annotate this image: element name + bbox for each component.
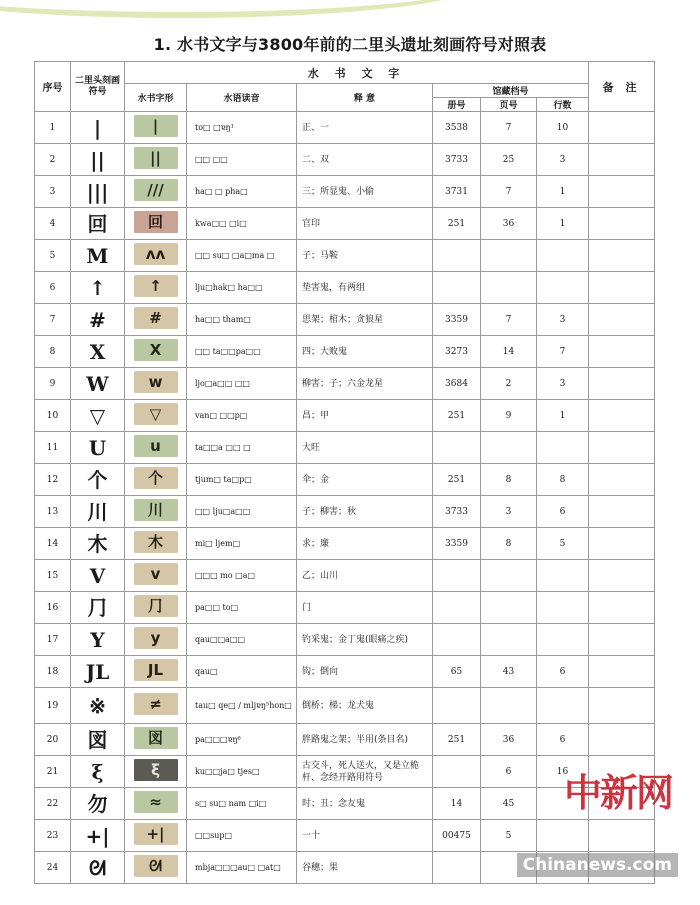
- line-number: 6: [537, 656, 589, 688]
- table-row: [35, 756, 655, 788]
- shuishu-glyph-image: [125, 208, 187, 240]
- shui-pronunciation: pa□□□ɐŋ⁶: [187, 724, 297, 756]
- shui-pronunciation: mbja□□□au□ □at□: [187, 852, 297, 884]
- row-number: 16: [35, 592, 71, 624]
- row-number: 20: [35, 724, 71, 756]
- shui-pronunciation: □□ lju□a□□: [187, 496, 297, 528]
- erlitou-symbol: ↑: [71, 272, 125, 304]
- header-note: 备 注: [589, 62, 655, 112]
- note-cell: [589, 528, 655, 560]
- erlitou-symbol: ||: [71, 144, 125, 176]
- shui-pronunciation: lju□hak□ ha□□: [187, 272, 297, 304]
- volume-number: 251: [433, 724, 481, 756]
- line-number: 6: [537, 724, 589, 756]
- row-number: 22: [35, 788, 71, 820]
- page-number: [481, 272, 537, 304]
- page-number: 7: [481, 112, 537, 144]
- line-number: [537, 624, 589, 656]
- table-row: [35, 368, 655, 400]
- note-cell: [589, 208, 655, 240]
- page-number: [481, 624, 537, 656]
- note-cell: [589, 144, 655, 176]
- shui-pronunciation: s□ su□ nam □i□: [187, 788, 297, 820]
- meaning-text: 垫害鬼，有两组: [297, 272, 433, 304]
- volume-number: 251: [433, 464, 481, 496]
- glyph-photo: ▽: [134, 403, 178, 425]
- shuishu-glyph-image: [125, 688, 187, 724]
- erlitou-symbol: ※: [71, 688, 125, 724]
- shui-pronunciation: □□ su□ □a□ma □: [187, 240, 297, 272]
- shuishu-glyph-image: [125, 560, 187, 592]
- note-cell: [589, 368, 655, 400]
- volume-number: 00475: [433, 820, 481, 852]
- table-row: [35, 432, 655, 464]
- shuishu-glyph-image: [125, 368, 187, 400]
- meaning-text: 时；丑；念友鬼: [297, 788, 433, 820]
- glyph-photo: 図: [134, 727, 178, 749]
- table-row: [35, 624, 655, 656]
- glyph-photo: #: [134, 307, 178, 329]
- table-row: [35, 304, 655, 336]
- row-number: 11: [35, 432, 71, 464]
- table-row: [35, 788, 655, 820]
- note-cell: [589, 592, 655, 624]
- page-number: [481, 560, 537, 592]
- note-cell: [589, 112, 655, 144]
- glyph-photo: 木: [134, 531, 178, 553]
- shui-pronunciation: □□ ta□□pa□□: [187, 336, 297, 368]
- erlitou-symbol: 回: [71, 208, 125, 240]
- shuishu-glyph-image: [125, 464, 187, 496]
- note-cell: [589, 272, 655, 304]
- table-row: [35, 112, 655, 144]
- volume-number: 3359: [433, 528, 481, 560]
- erlitou-symbol: X: [71, 336, 125, 368]
- table-row: [35, 144, 655, 176]
- note-cell: [589, 624, 655, 656]
- header-meaning: 释 意: [297, 84, 433, 112]
- erlitou-symbol: W: [71, 368, 125, 400]
- glyph-photo: u: [134, 435, 178, 457]
- page-number: 36: [481, 208, 537, 240]
- glyph-photo: ⺆: [134, 595, 178, 617]
- meaning-text: 乙；山川: [297, 560, 433, 592]
- row-number: 21: [35, 756, 71, 788]
- glyph-photo: ||: [134, 147, 178, 169]
- row-number: 6: [35, 272, 71, 304]
- volume-number: 251: [433, 208, 481, 240]
- shui-pronunciation: kwa□□ □i□: [187, 208, 297, 240]
- row-number: 1: [35, 112, 71, 144]
- shui-pronunciation: ku□□ja□ tjes□: [187, 756, 297, 788]
- meaning-text: 倒桥；梯；龙犬鬼: [297, 688, 433, 724]
- note-cell: [589, 464, 655, 496]
- shuishu-glyph-image: [125, 336, 187, 368]
- page-number: 14: [481, 336, 537, 368]
- shui-pronunciation: ha□□ tham□: [187, 304, 297, 336]
- meaning-text: 大旺: [297, 432, 433, 464]
- erlitou-symbol: JL: [71, 656, 125, 688]
- erlitou-symbol: Y: [71, 624, 125, 656]
- meaning-text: 古交斗，死人送火，又是立桅杆、念经开路用符号: [297, 756, 433, 788]
- table-row: [35, 656, 655, 688]
- shuishu-glyph-image: [125, 724, 187, 756]
- line-number: [537, 272, 589, 304]
- shuishu-glyph-image: [125, 756, 187, 788]
- row-number: 19: [35, 688, 71, 724]
- line-number: [537, 592, 589, 624]
- line-number: 10: [537, 112, 589, 144]
- note-cell: [589, 560, 655, 592]
- shui-pronunciation: van□ □□p□: [187, 400, 297, 432]
- glyph-photo: 川: [134, 499, 178, 521]
- glyph-photo: |: [134, 115, 178, 137]
- shui-pronunciation: □□ □□: [187, 144, 297, 176]
- page-number: 3: [481, 496, 537, 528]
- note-cell: [589, 240, 655, 272]
- page-number: 7: [481, 304, 537, 336]
- note-cell: [589, 820, 655, 852]
- erlitou-symbol: |||: [71, 176, 125, 208]
- erlitou-symbol: ᘛ: [71, 852, 125, 884]
- table-row: [35, 688, 655, 724]
- meaning-text: 柳害；子；六金龙星: [297, 368, 433, 400]
- erlitou-symbol: U: [71, 432, 125, 464]
- erlitou-symbol: 川: [71, 496, 125, 528]
- line-number: [537, 240, 589, 272]
- line-number: [537, 688, 589, 724]
- table-row: [35, 496, 655, 528]
- row-number: 3: [35, 176, 71, 208]
- note-cell: [589, 688, 655, 724]
- page-number: 45: [481, 788, 537, 820]
- shuishu-glyph-image: [125, 592, 187, 624]
- meaning-text: 子；柳害；秋: [297, 496, 433, 528]
- line-number: 7: [537, 336, 589, 368]
- erlitou-symbol: 个: [71, 464, 125, 496]
- meaning-text: 二、双: [297, 144, 433, 176]
- row-number: 4: [35, 208, 71, 240]
- shui-pronunciation: ta□□a □□ □: [187, 432, 297, 464]
- line-number: 1: [537, 176, 589, 208]
- row-number: 13: [35, 496, 71, 528]
- table-row: [35, 560, 655, 592]
- volume-number: 3359: [433, 304, 481, 336]
- shui-pronunciation: qau□□a□□: [187, 624, 297, 656]
- header-archive: 馆藏档号: [433, 84, 589, 98]
- page-number: [481, 240, 537, 272]
- glyph-photo: ≈: [134, 791, 178, 813]
- header-page: 页号: [481, 98, 537, 112]
- volume-number: 65: [433, 656, 481, 688]
- meaning-text: 胖路鬼之架；半用(条目名): [297, 724, 433, 756]
- row-number: 5: [35, 240, 71, 272]
- erlitou-symbol: 木: [71, 528, 125, 560]
- glyph-photo: JL: [134, 659, 178, 681]
- line-number: 1: [537, 208, 589, 240]
- line-number: 3: [537, 144, 589, 176]
- volume-number: [433, 592, 481, 624]
- meaning-text: 钩；倒向: [297, 656, 433, 688]
- shuishu-glyph-image: [125, 820, 187, 852]
- volume-number: [433, 624, 481, 656]
- glyph-photo: ξ: [134, 759, 178, 781]
- table-row: [35, 464, 655, 496]
- meaning-text: 求；廉: [297, 528, 433, 560]
- glyph-photo: ///: [134, 179, 178, 201]
- shuishu-glyph-image: [125, 176, 187, 208]
- decorative-arc: [0, 0, 480, 18]
- note-cell: [589, 176, 655, 208]
- page-number: 43: [481, 656, 537, 688]
- shui-pronunciation: qau□: [187, 656, 297, 688]
- erlitou-symbol: ▽: [71, 400, 125, 432]
- header-seq: 序号: [35, 62, 71, 112]
- shuishu-glyph-image: [125, 304, 187, 336]
- table-row: [35, 176, 655, 208]
- shuishu-glyph-image: [125, 432, 187, 464]
- glyph-photo: 回: [134, 211, 178, 233]
- volume-number: 3538: [433, 112, 481, 144]
- page-number: [481, 688, 537, 724]
- volume-number: 3733: [433, 144, 481, 176]
- volume-number: 3733: [433, 496, 481, 528]
- shui-pronunciation: mi□ ljem□: [187, 528, 297, 560]
- meaning-text: 官印: [297, 208, 433, 240]
- meaning-text: 正、一: [297, 112, 433, 144]
- shuishu-glyph-image: [125, 496, 187, 528]
- meaning-text: 思架；棺木；贪狼星: [297, 304, 433, 336]
- volume-number: [433, 852, 481, 884]
- line-number: 3: [537, 368, 589, 400]
- shui-pronunciation: □□□ mo □a□: [187, 560, 297, 592]
- row-number: 23: [35, 820, 71, 852]
- header-shuishu: 水 书 文 字: [125, 62, 589, 84]
- header-glyph: 水书字形: [125, 84, 187, 112]
- volume-number: 3684: [433, 368, 481, 400]
- watermark-text: Chinanews.com: [517, 853, 678, 877]
- erlitou-symbol: 勿: [71, 788, 125, 820]
- shuishu-glyph-image: [125, 112, 187, 144]
- shui-pronunciation: pa□□ to□: [187, 592, 297, 624]
- volume-number: [433, 272, 481, 304]
- page-number: 8: [481, 464, 537, 496]
- row-number: 15: [35, 560, 71, 592]
- shuishu-glyph-image: [125, 272, 187, 304]
- page-number: 6: [481, 756, 537, 788]
- glyph-photo: v: [134, 563, 178, 585]
- page-title: 1. 水书文字与3800年前的二里头遗址刻画符号对照表: [153, 35, 547, 54]
- shuishu-glyph-image: [125, 240, 187, 272]
- page-number: 2: [481, 368, 537, 400]
- table-row: [35, 724, 655, 756]
- shuishu-glyph-image: [125, 656, 187, 688]
- line-number: [537, 432, 589, 464]
- line-number: 3: [537, 304, 589, 336]
- line-number: 5: [537, 528, 589, 560]
- glyph-photo: ≠: [134, 693, 178, 715]
- volume-number: [433, 688, 481, 724]
- volume-number: [433, 240, 481, 272]
- glyph-photo: w: [134, 371, 178, 393]
- shuishu-glyph-image: [125, 852, 187, 884]
- watermark-logo: 中新网: [563, 770, 672, 815]
- table-row: [35, 820, 655, 852]
- note-cell: [589, 724, 655, 756]
- volume-number: 251: [433, 400, 481, 432]
- meaning-text: 子；马鞍: [297, 240, 433, 272]
- meaning-text: 四；大败鬼: [297, 336, 433, 368]
- row-number: 18: [35, 656, 71, 688]
- line-number: 1: [537, 400, 589, 432]
- meaning-text: 昌；甲: [297, 400, 433, 432]
- comparison-table: [34, 61, 655, 884]
- note-cell: [589, 304, 655, 336]
- shui-pronunciation: tau□ qe□ / mljɐŋ⁵hon□: [187, 688, 297, 724]
- row-number: 12: [35, 464, 71, 496]
- meaning-text: 伞；金: [297, 464, 433, 496]
- row-number: 8: [35, 336, 71, 368]
- row-number: 2: [35, 144, 71, 176]
- table-row: [35, 272, 655, 304]
- glyph-photo: X: [134, 339, 178, 361]
- row-number: 7: [35, 304, 71, 336]
- page-number: 9: [481, 400, 537, 432]
- erlitou-symbol: M: [71, 240, 125, 272]
- note-cell: [589, 432, 655, 464]
- page-number: 25: [481, 144, 537, 176]
- page-number: [481, 592, 537, 624]
- row-number: 9: [35, 368, 71, 400]
- volume-number: 14: [433, 788, 481, 820]
- page-number: 8: [481, 528, 537, 560]
- shui-pronunciation: □□sup□: [187, 820, 297, 852]
- line-number: [537, 820, 589, 852]
- meaning-text: 三；所显鬼、小偷: [297, 176, 433, 208]
- table-row: [35, 240, 655, 272]
- note-cell: [589, 400, 655, 432]
- table-row: [35, 592, 655, 624]
- glyph-photo: y: [134, 627, 178, 649]
- line-number: 16: [537, 756, 589, 788]
- volume-number: [433, 560, 481, 592]
- erlitou-symbol: ξ: [71, 756, 125, 788]
- row-number: 14: [35, 528, 71, 560]
- row-number: 10: [35, 400, 71, 432]
- shui-pronunciation: ljo□a□□ □□: [187, 368, 297, 400]
- line-number: 8: [537, 464, 589, 496]
- note-cell: [589, 656, 655, 688]
- line-number: 6: [537, 496, 589, 528]
- glyph-photo: ↑: [134, 275, 178, 297]
- header-pron: 水语读音: [187, 84, 297, 112]
- volume-number: 3731: [433, 176, 481, 208]
- line-number: [537, 560, 589, 592]
- volume-number: [433, 432, 481, 464]
- glyph-photo: 个: [134, 467, 178, 489]
- erlitou-symbol: 図: [71, 724, 125, 756]
- shui-pronunciation: tjum□ ta□p□: [187, 464, 297, 496]
- table-row: [35, 528, 655, 560]
- note-cell: [589, 336, 655, 368]
- shui-pronunciation: ha□ □ pha□: [187, 176, 297, 208]
- page-number: 7: [481, 176, 537, 208]
- shui-pronunciation: to□ □ɐŋ¹: [187, 112, 297, 144]
- erlitou-symbol: |: [71, 112, 125, 144]
- shuishu-glyph-image: [125, 400, 187, 432]
- erlitou-symbol: +|: [71, 820, 125, 852]
- shuishu-glyph-image: [125, 624, 187, 656]
- meaning-text: 钓采鬼；金丁鬼(眼痛之疾): [297, 624, 433, 656]
- erlitou-symbol: V: [71, 560, 125, 592]
- volume-number: 3273: [433, 336, 481, 368]
- shuishu-glyph-image: [125, 788, 187, 820]
- header-line: 行数: [537, 98, 589, 112]
- page-number: 36: [481, 724, 537, 756]
- note-cell: [589, 496, 655, 528]
- meaning-text: 门: [297, 592, 433, 624]
- meaning-text: 谷穗；果: [297, 852, 433, 884]
- table-row: [35, 208, 655, 240]
- header-volume: 册号: [433, 98, 481, 112]
- table-body: [35, 112, 655, 884]
- table-row: [35, 400, 655, 432]
- table-row: [35, 336, 655, 368]
- shuishu-glyph-image: [125, 528, 187, 560]
- shuishu-glyph-image: [125, 144, 187, 176]
- page-number: [481, 432, 537, 464]
- erlitou-symbol: ⺆: [71, 592, 125, 624]
- meaning-text: 一十: [297, 820, 433, 852]
- row-number: 17: [35, 624, 71, 656]
- glyph-photo: ᘛ: [134, 855, 178, 877]
- volume-number: [433, 756, 481, 788]
- row-number: 24: [35, 852, 71, 884]
- glyph-photo: +|: [134, 823, 178, 845]
- glyph-photo: ʌʌ: [134, 243, 178, 265]
- page-number: 5: [481, 820, 537, 852]
- header-erlitou: 二里头刻画符号: [71, 62, 125, 112]
- erlitou-symbol: #: [71, 304, 125, 336]
